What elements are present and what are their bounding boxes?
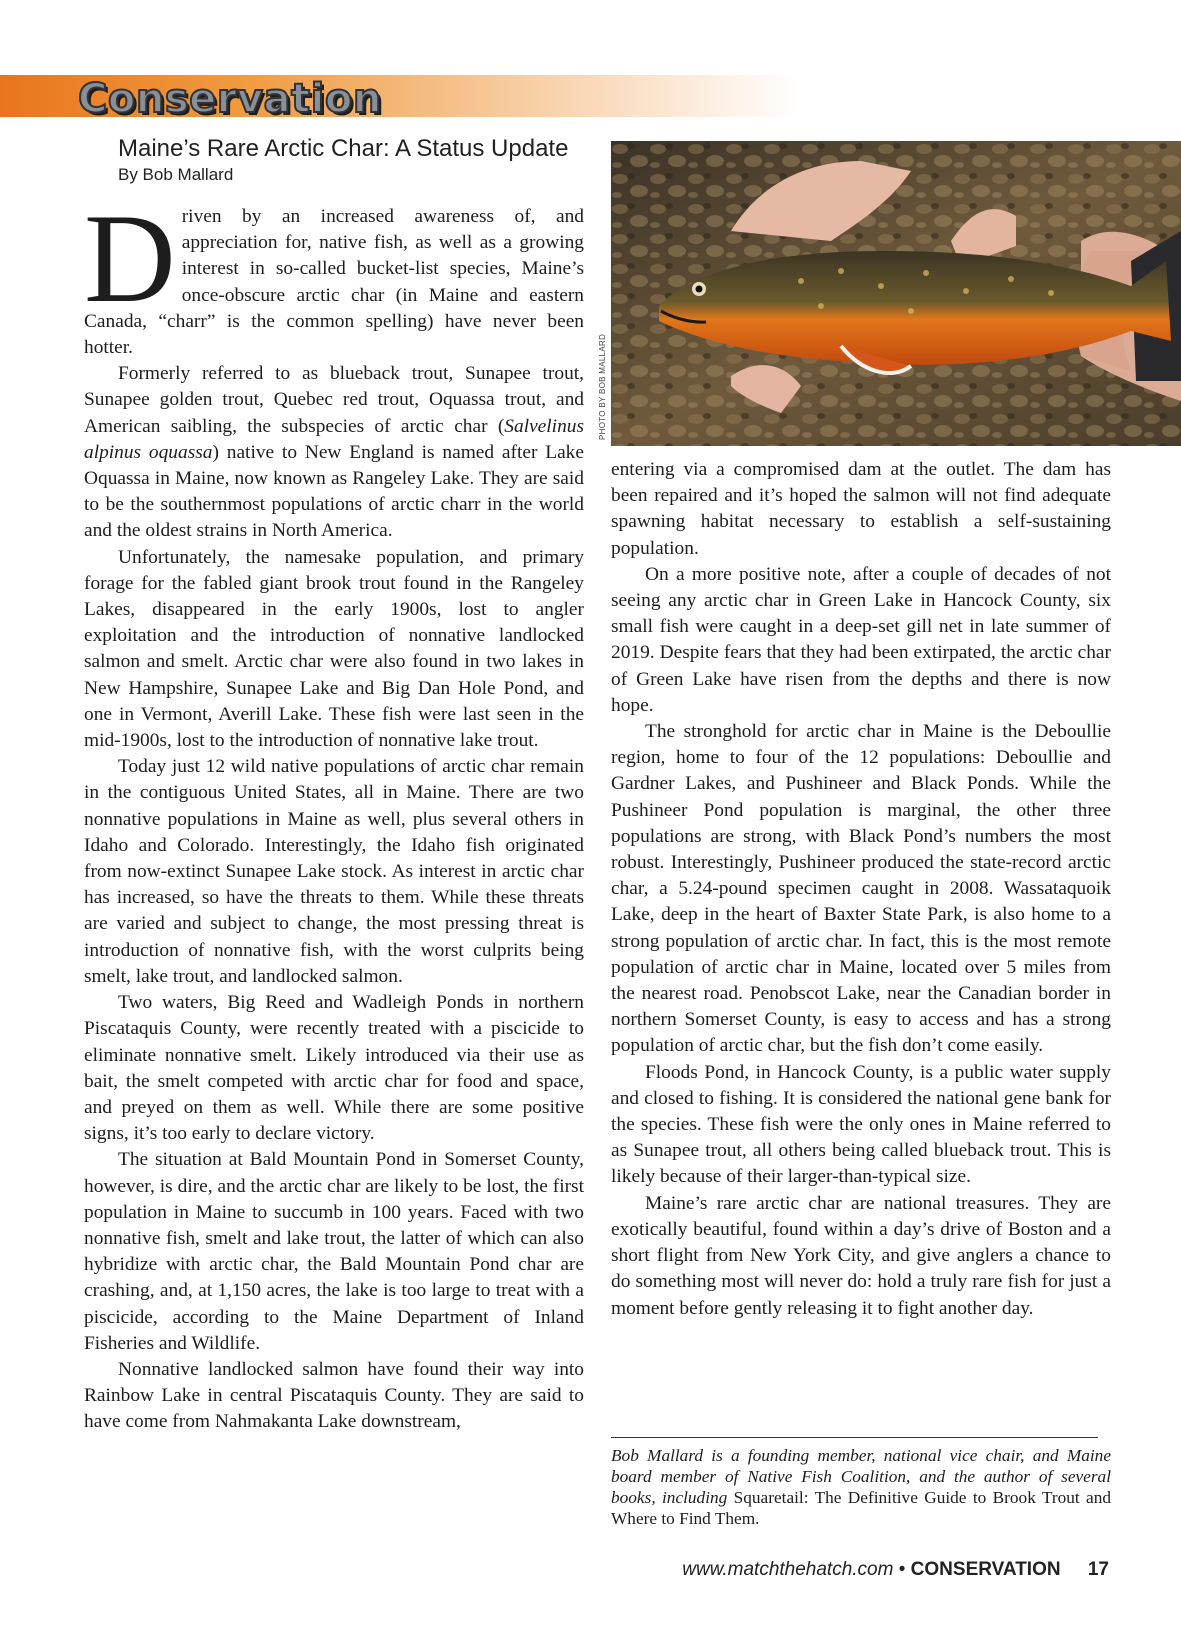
article-headline: Maine’s Rare Arctic Char: A Status Update [118, 135, 569, 162]
paragraph-4: Today just 12 wild native populations of arctic char remain in the contiguous United States, all in Maine. There are two nonnative populations in Maine as well, plus several others in Idaho and Colorado. Interestingly, the Idaho fish originated from now-extinct Sunapee Lake stock. As interest in arctic char has increased, so have the threats to them. While these threats are varied and subject to change, the most pressing threat is introduction of nonnative fish, with the worst culprits being smelt, lake trout, and landlocked salmon. [84, 756, 584, 987]
footer-bullet: • [898, 1559, 906, 1580]
photo-credit: PHOTO BY BOB MALLARD [598, 333, 607, 440]
scientific-name: Salvelinus alpinus oquassa [84, 415, 584, 463]
paragraph-5: Two waters, Big Reed and Wadleigh Ponds in northern Piscataquis County, were recently treated with a piscicide to eliminate nonnative smelt. Likely introduced via their use as bait, the smelt competed with arctic char for food and space, and preyed on them as well. While there are some positive signs, it’s too early to declare victory. [84, 992, 584, 1145]
arctic-char-photo [611, 141, 1181, 446]
paragraph-11: Maine’s rare arctic char are national treasures. They are exotically beautiful, found within a day’s drive of Boston and a short flight from New York City, and give anglers a chance to do something most will never do: hold a truly rare fish for just a moment before gently releasing it to fight another day. [611, 1192, 1111, 1319]
page-footer [682, 1557, 1109, 1583]
drop-cap: D [84, 189, 176, 329]
article-byline: By Bob Mallard [118, 165, 234, 184]
footer-section: CONSERVATION [910, 1559, 1061, 1580]
paragraph-8: On a more positive note, after a couple of decades of not seeing any arctic char in Green Lake in Hancock County, six small fish were caught in a deep-set gill net in late summer of 2019. Despite fears that they had been extirpated, the arctic char of Green Lake have risen from the depths and there is now hope. [611, 563, 1111, 716]
article-column-left [84, 189, 584, 1436]
paragraph-1: riven by an increased awareness of, and appreciation for, native fish, as well as a growing interest in so-called bucket-list species, Maine’s once-obscure arctic char (in Maine and eastern Canada, “charr” is the common spelling) have never been hotter. [84, 206, 584, 359]
paragraph-9: The stronghold for arctic char in Maine is the Deboullie region, home to four of the 12 populations: Deboullie and Gardner Lakes, and Pushineer and Black Ponds. While the Pushineer Pond population is marginal, the other three populations are strong, with Black Pond’s numbers the most robust. Interestingly, Pushineer produced the state-record arctic char, a 5.24-pound specimen caught in 2008. Wassataquoik Lake, deep in the heart of Baxter State Park, is also home to a strong population of arctic char. In fact, this is the most remote population of arctic char in Maine, located over 5 miles from the nearest road. Penobscot Lake, near the Canadian border in northern Somerset County, is easy to access and has a strong population of arctic char, but the fish don’t come easily. [611, 721, 1111, 1057]
paragraph-7: Nonnative landlocked salmon have found their way into Rainbow Lake in central Piscataquis County. They are said to have come from Nahmakanta Lake downstream, [84, 1358, 584, 1433]
page-number: 17 [1087, 1559, 1109, 1580]
bio-divider [611, 1437, 1098, 1438]
author-bio-text: Bob Mallard is a founding member, national vice chair, and Maine board member of Native Fish Coalition, and the author of several books, including [611, 1446, 1111, 1507]
paragraph-6: The situation at Bald Mountain Pond in Somerset County, however, is dire, and the arctic char are likely to be lost, the first population in Maine to succumb in 100 years. Faced with two nonnative fish, smelt and lake trout, the latter of which can also hybridize with arctic char, the Bald Mountain Pond char are crashing, and, at 1,150 acres, the lake is too large to treat with a piscicide, according to the Maine Department of Inland Fisheries and Wildlife. [84, 1149, 584, 1354]
book-title: Squaretail: The Definitive Guide to Brook Trout and Where to Find Them. [611, 1488, 1111, 1528]
footer-url: www.matchthehatch.com [682, 1559, 894, 1580]
paragraph-2: Formerly referred to as blueback trout, Sunapee trout, Sunapee golden trout, Quebec red trout, Oquassa trout, and American saibling, the subspecies of arctic char (Salvelinus alpinus oquassa) native to New England is named after Lake Oquassa in Maine, now known as Rangeley Lake. They are said to be the southernmost populations of arctic charr in the world and the oldest strains in North America. [84, 363, 584, 542]
paragraph-10: Floods Pond, in Hancock County, is a public water supply and closed to fishing. It is considered the national gene bank for the species. These fish were the only ones in Maine referred to as Sunapee trout, all others being called blueback trout. This is likely because of their larger-than-typical size. [611, 1061, 1111, 1188]
section-title: Conservation [78, 76, 382, 122]
author-bio [611, 1445, 1111, 1529]
article-column-right [611, 457, 1111, 1322]
paragraph-3: Unfortunately, the namesake population, and primary forage for the fabled giant brook trout found in the Rangeley Lakes, disappeared in the early 1900s, lost to angler exploitation and the introduction of nonnative landlocked salmon and smelt. Arctic char were also found in two lakes in New Hampshire, Sunapee Lake and Big Dan Hole Pond, and one in Vermont, Averill Lake. These fish were last seen in the mid-1900s, lost to the introduction of nonnative lake trout. [84, 546, 584, 752]
paragraph-7-continued: entering via a compromised dam at the outlet. The dam has been repaired and it’s hoped the salmon will not find adequate spawning habitat necessary to establish a self-sustaining population. [611, 459, 1111, 559]
